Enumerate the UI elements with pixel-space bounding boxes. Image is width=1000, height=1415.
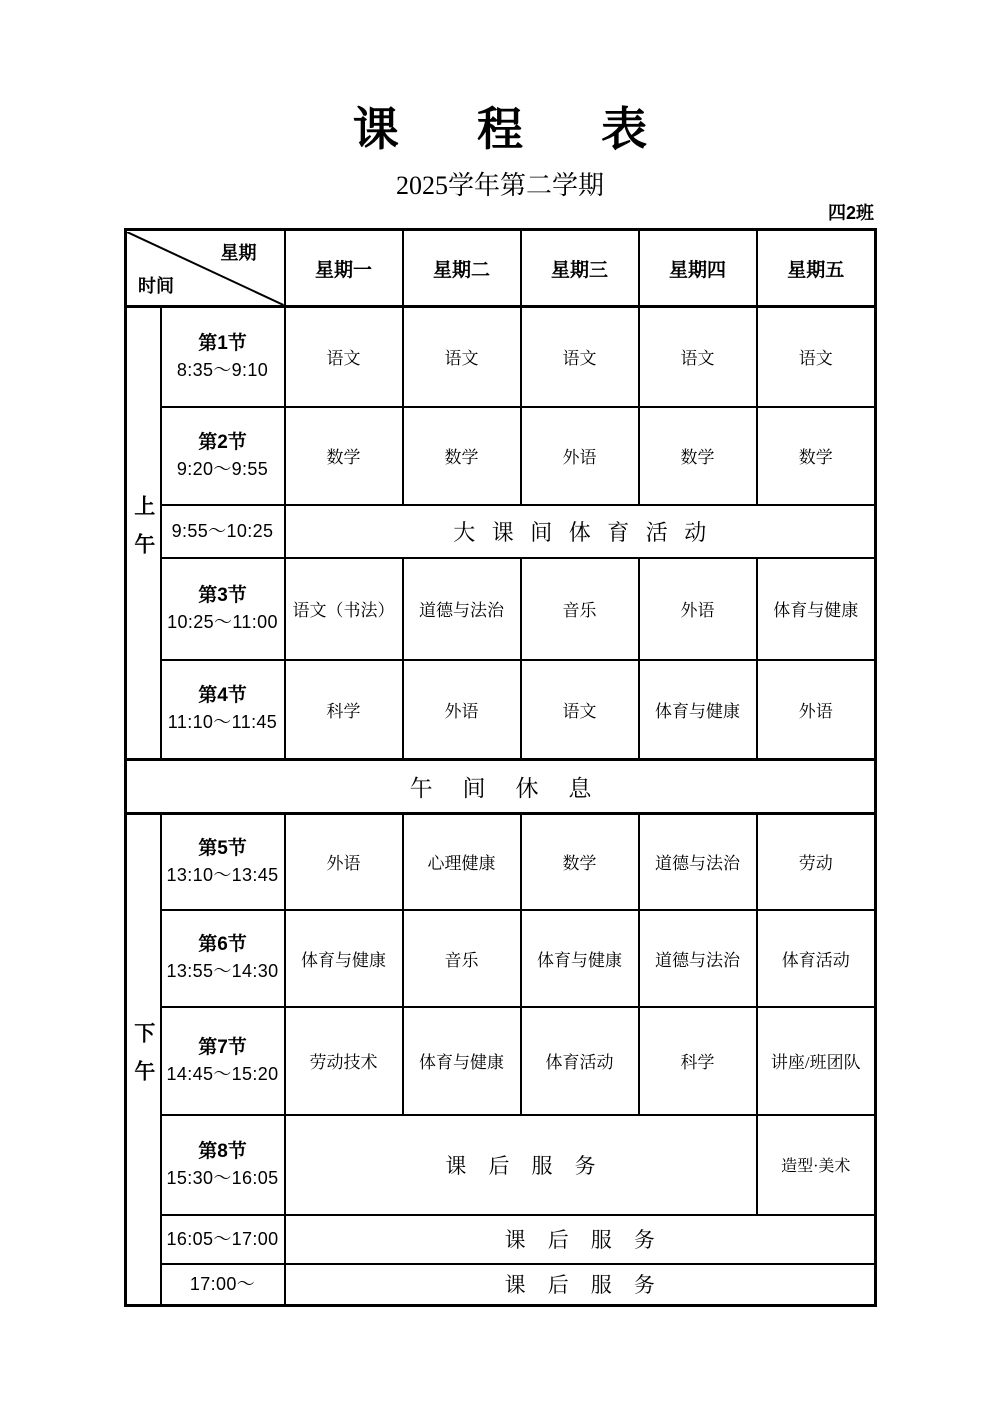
schedule-table xyxy=(124,228,877,1307)
after-school-service-cell: 课后服务 xyxy=(285,1264,876,1306)
corner-wrap xyxy=(127,232,284,305)
course-cell: 数学 xyxy=(285,407,403,505)
time-label: 9:55～10:25 xyxy=(171,521,274,541)
course-cell: 体育与健康 xyxy=(285,910,403,1007)
row-period-4 xyxy=(126,660,876,760)
day-header-wednesday: 星期三 xyxy=(521,230,639,307)
time-label: 15:30～16:05 xyxy=(166,1167,279,1188)
course-cell: 道德与法治 xyxy=(403,558,521,660)
course-cell: 道德与法治 xyxy=(639,814,757,910)
course-cell: 体育活动 xyxy=(521,1007,639,1115)
time-label: 9:20～9:55 xyxy=(176,458,269,479)
period-time-cell xyxy=(161,558,285,660)
course-cell: 体育与健康 xyxy=(521,910,639,1007)
row-period-6 xyxy=(126,910,876,1007)
course-cell: 心理健康 xyxy=(403,814,521,910)
row-noon-break xyxy=(126,760,876,814)
time-label: 8:35～9:10 xyxy=(176,359,269,380)
period-time-cell xyxy=(161,505,285,558)
period-time-cell xyxy=(161,1007,285,1115)
course-cell: 体育活动 xyxy=(757,910,876,1007)
period-label: 第6节 xyxy=(198,934,247,955)
time-label: 14:45～15:20 xyxy=(166,1063,279,1084)
period-label: 第5节 xyxy=(198,837,247,859)
period-time-cell xyxy=(161,307,285,407)
course-cell: 外语 xyxy=(757,660,876,760)
course-cell: 道德与法治 xyxy=(639,910,757,1007)
period-time-cell xyxy=(161,1115,285,1215)
time-label: 13:10～13:45 xyxy=(166,864,279,885)
course-cell: 劳动 xyxy=(757,814,876,910)
row-period-8 xyxy=(126,1115,876,1215)
row-period-7 xyxy=(126,1007,876,1115)
after-school-service-cell: 课后服务 xyxy=(285,1215,876,1264)
merged-activity-cell: 大课间体育活动 xyxy=(285,505,876,558)
day-header-thursday: 星期四 xyxy=(639,230,757,307)
time-label: 16:05～17:00 xyxy=(166,1229,279,1249)
time-label: 11:10～11:45 xyxy=(167,712,278,733)
period-label: 第8节 xyxy=(198,1140,247,1162)
course-cell: 体育与健康 xyxy=(403,1007,521,1115)
period-time-cell xyxy=(161,660,285,760)
period-time-cell xyxy=(161,1264,285,1306)
course-cell: 语文 xyxy=(639,307,757,407)
row-period-2 xyxy=(126,407,876,505)
day-header-tuesday: 星期二 xyxy=(403,230,521,307)
course-cell: 劳动技术 xyxy=(285,1007,403,1115)
period-time-cell xyxy=(161,1215,285,1264)
course-cell-friday-art: 造型·美术 xyxy=(757,1115,876,1215)
course-cell: 体育与健康 xyxy=(757,558,876,660)
noon-break-cell: 午间休息 xyxy=(126,760,876,814)
corner-cell xyxy=(126,230,285,307)
course-cell: 语文 xyxy=(521,307,639,407)
row-service-2 xyxy=(126,1264,876,1306)
period-time-cell xyxy=(161,407,285,505)
course-cell: 音乐 xyxy=(521,558,639,660)
course-cell: 数学 xyxy=(639,407,757,505)
page-subtitle: 2025学年第二学期 xyxy=(395,171,604,200)
period-time-cell xyxy=(161,814,285,910)
period-label: 第1节 xyxy=(198,332,247,354)
course-cell: 数学 xyxy=(521,814,639,910)
period-label: 第2节 xyxy=(198,431,247,453)
session-label-morning: 上午 xyxy=(126,307,161,760)
course-cell: 语文 xyxy=(757,307,876,407)
row-period-1 xyxy=(126,307,876,407)
course-cell: 语文 xyxy=(285,307,403,407)
time-label: 10:25～11:00 xyxy=(167,611,278,632)
corner-time-label: 时间 xyxy=(138,275,174,296)
page-title: 课程表 xyxy=(352,104,726,155)
course-cell: 数学 xyxy=(403,407,521,505)
course-cell: 数学 xyxy=(757,407,876,505)
session-label-afternoon: 下午 xyxy=(126,814,161,1306)
time-label: 17:00～ xyxy=(189,1274,256,1295)
course-cell: 讲座/班团队 xyxy=(757,1007,876,1115)
course-cell: 外语 xyxy=(639,558,757,660)
course-cell: 外语 xyxy=(403,660,521,760)
period-label: 第3节 xyxy=(198,584,247,606)
period-time-cell xyxy=(161,910,285,1007)
course-cell: 语文 xyxy=(403,307,521,407)
time-label: 13:55～14:30 xyxy=(166,961,279,981)
row-period-3 xyxy=(126,558,876,660)
course-cell: 科学 xyxy=(285,660,403,760)
corner-week-label: 星期 xyxy=(220,242,257,263)
course-cell: 语文（书法） xyxy=(285,558,403,660)
period-label: 第7节 xyxy=(198,1036,247,1058)
table-header-row xyxy=(126,230,876,307)
row-period-5 xyxy=(126,814,876,910)
period-label: 第4节 xyxy=(198,685,247,707)
day-header-monday: 星期一 xyxy=(285,230,403,307)
after-school-service-cell: 课后服务 xyxy=(285,1115,757,1215)
course-cell: 音乐 xyxy=(403,910,521,1007)
course-cell: 外语 xyxy=(521,407,639,505)
row-service-1 xyxy=(126,1215,876,1264)
course-cell: 科学 xyxy=(639,1007,757,1115)
row-recess xyxy=(126,505,876,558)
course-cell: 体育与健康 xyxy=(639,660,757,760)
course-cell: 语文 xyxy=(521,660,639,760)
day-header-friday: 星期五 xyxy=(757,230,876,307)
class-label: 四2班 xyxy=(827,203,874,223)
course-cell: 外语 xyxy=(285,814,403,910)
